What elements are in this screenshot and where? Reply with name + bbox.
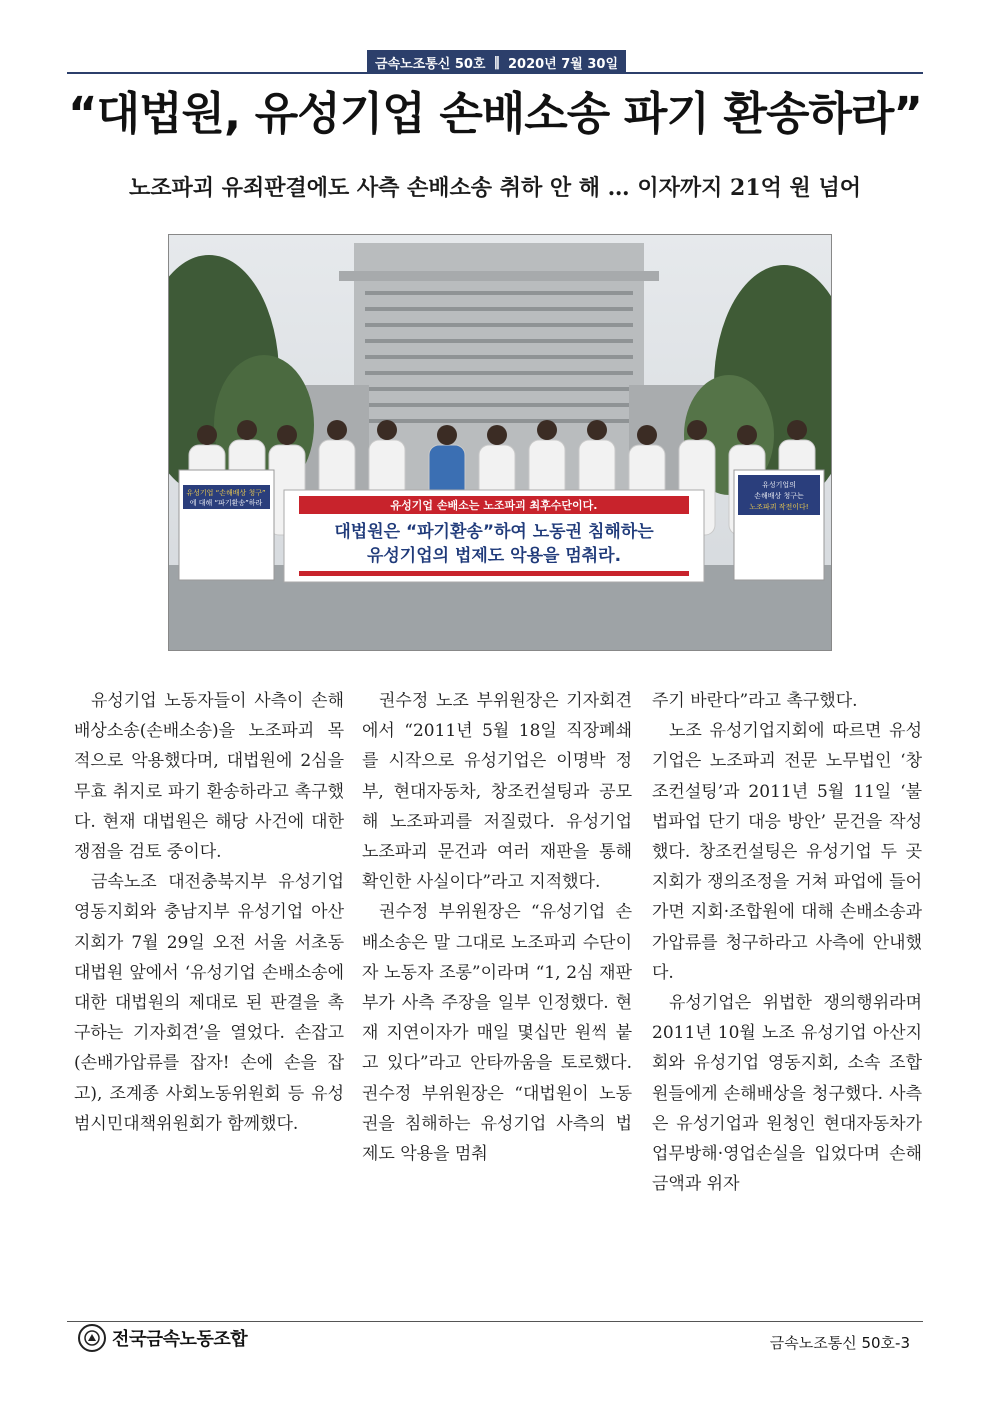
left-sign-line2: 에 대해 “파기환송”하라 <box>189 499 263 507</box>
body-column-1 <box>74 686 344 1139</box>
union-logo-icon <box>78 1324 106 1352</box>
issue-date: 2020년 7월 30일 <box>507 56 619 72</box>
article-body <box>74 686 922 1302</box>
left-sign <box>179 470 274 580</box>
press-conference-photo <box>168 234 832 651</box>
body-column-2 <box>362 686 632 1169</box>
paragraph: 권수정 노조 부위원장은 기자회견에서 “2011년 5월 18일 직장폐쇄를 시작으로 유성기업은 이명박 정부, 현대자동차, 창조컨설팅과 공모해 노조파괴를 저질렀다. 유성기업 노조파괴 문건과 여러 재판을 통해 확인한 사실이다”라고 지적했다. <box>362 691 632 893</box>
article-title: “대법원, 유성기업 손배소송 파기 환송하라” <box>68 87 922 140</box>
paragraph: 주기 바란다”라고 촉구했다. <box>652 691 858 711</box>
paragraph: 노조 유성기업지회에 따르면 유성기업은 노조파괴 전문 노무법인 ‘창조컨설팅’과 2011년 5월 11일 ‘불법파업 단기 대응 방안’ 문건을 작성했다. 창조컨설팅은 유성기업 두 곳 지회가 쟁의조정을 거쳐 파업에 들어가면 지회·조합원에 대해 손배소송과 가압류를 청구하라고 사측에 안내했다. <box>652 721 922 983</box>
left-sign-line1: 유성기업 “손해배상 청구” <box>186 489 266 497</box>
article-subtitle: 노조파괴 유죄판결에도 사측 손배소송 취하 안 해 … 이자까지 21억 원 넘어 <box>129 175 861 201</box>
header-rule <box>67 72 923 74</box>
paragraph: 유성기업은 위법한 쟁의행위라며 2011년 10월 노조 유성기업 아산지회와 유성기업 영동지회, 소속 조합원들에게 손해배상을 청구했다. 사측은 유성기업과 원청인 현대자동차가 업무방해·영업손실을 입었다며 손해 금액과 위자 <box>652 993 922 1195</box>
right-sign <box>734 470 824 580</box>
paragraph: 금속노조 대전충북지부 유성기업 영동지회와 충남지부 유성기업 아산지회가 7월 29일 오전 서울 서초동 대법원 앞에서 ‘유성기업 손배소송에 대한 대법원의 제대로 된 판결을 촉구하는 기자회견’을 열었다. 손잡고(손배가압류를 잡자! 손에 손을 잡고), 조계종 사회노동위원회 등 유성범시민대책위원회가 함께했다. <box>74 872 344 1134</box>
page-number: 금속노조통신 50호-3 <box>769 1334 910 1352</box>
issue-number: 금속노조통신 50호 <box>374 56 486 72</box>
paragraph: 권수정 부위원장은 “유성기업 손배소송은 말 그대로 노조파괴 수단이자 노동자 조롱”이라며 “1, 2심 재판부가 사측 주장을 일부 인정했다. 현재 지연이자가 매일 몇십만 원씩 붙고 있다”라고 안타까움을 토로했다. 권수정 부위원장은 “대법원이 노동권을 침해하는 유성기업 사측의 법 제도 악용을 멈춰 <box>362 902 632 1165</box>
footer-rule <box>67 1321 923 1322</box>
right-sign-line1: 유성기업의 <box>762 481 796 489</box>
paragraph: 유성기업 노동자들이 사측이 손해배상소송(손배소송)을 노조파괴 목적으로 악용했다며, 대법원에 2심을 무효 취지로 파기 환송하라고 촉구했다. 현재 대법원은 해당 사건에 대한 쟁점을 검토 중이다. <box>74 691 344 863</box>
header-separator: ‖ <box>493 54 500 70</box>
right-sign-line3: 노조파괴 작전이다! <box>749 503 809 511</box>
banner-line1: 대법원은 “파기환송”하여 노동권 침해하는 <box>334 522 654 542</box>
body-column-3 <box>652 686 922 1199</box>
banner-line2: 유성기업의 법제도 악용을 멈춰라. <box>366 546 622 566</box>
footer-logo <box>78 1323 247 1353</box>
issue-header-band <box>367 50 626 74</box>
right-sign-line2: 손해배상 청구는 <box>754 492 804 500</box>
main-banner <box>284 490 704 582</box>
org-name: 전국금속노동조합 <box>112 1329 248 1350</box>
banner-top-text: 유성기업 손배소는 노조파괴 최후수단이다. <box>390 499 598 512</box>
